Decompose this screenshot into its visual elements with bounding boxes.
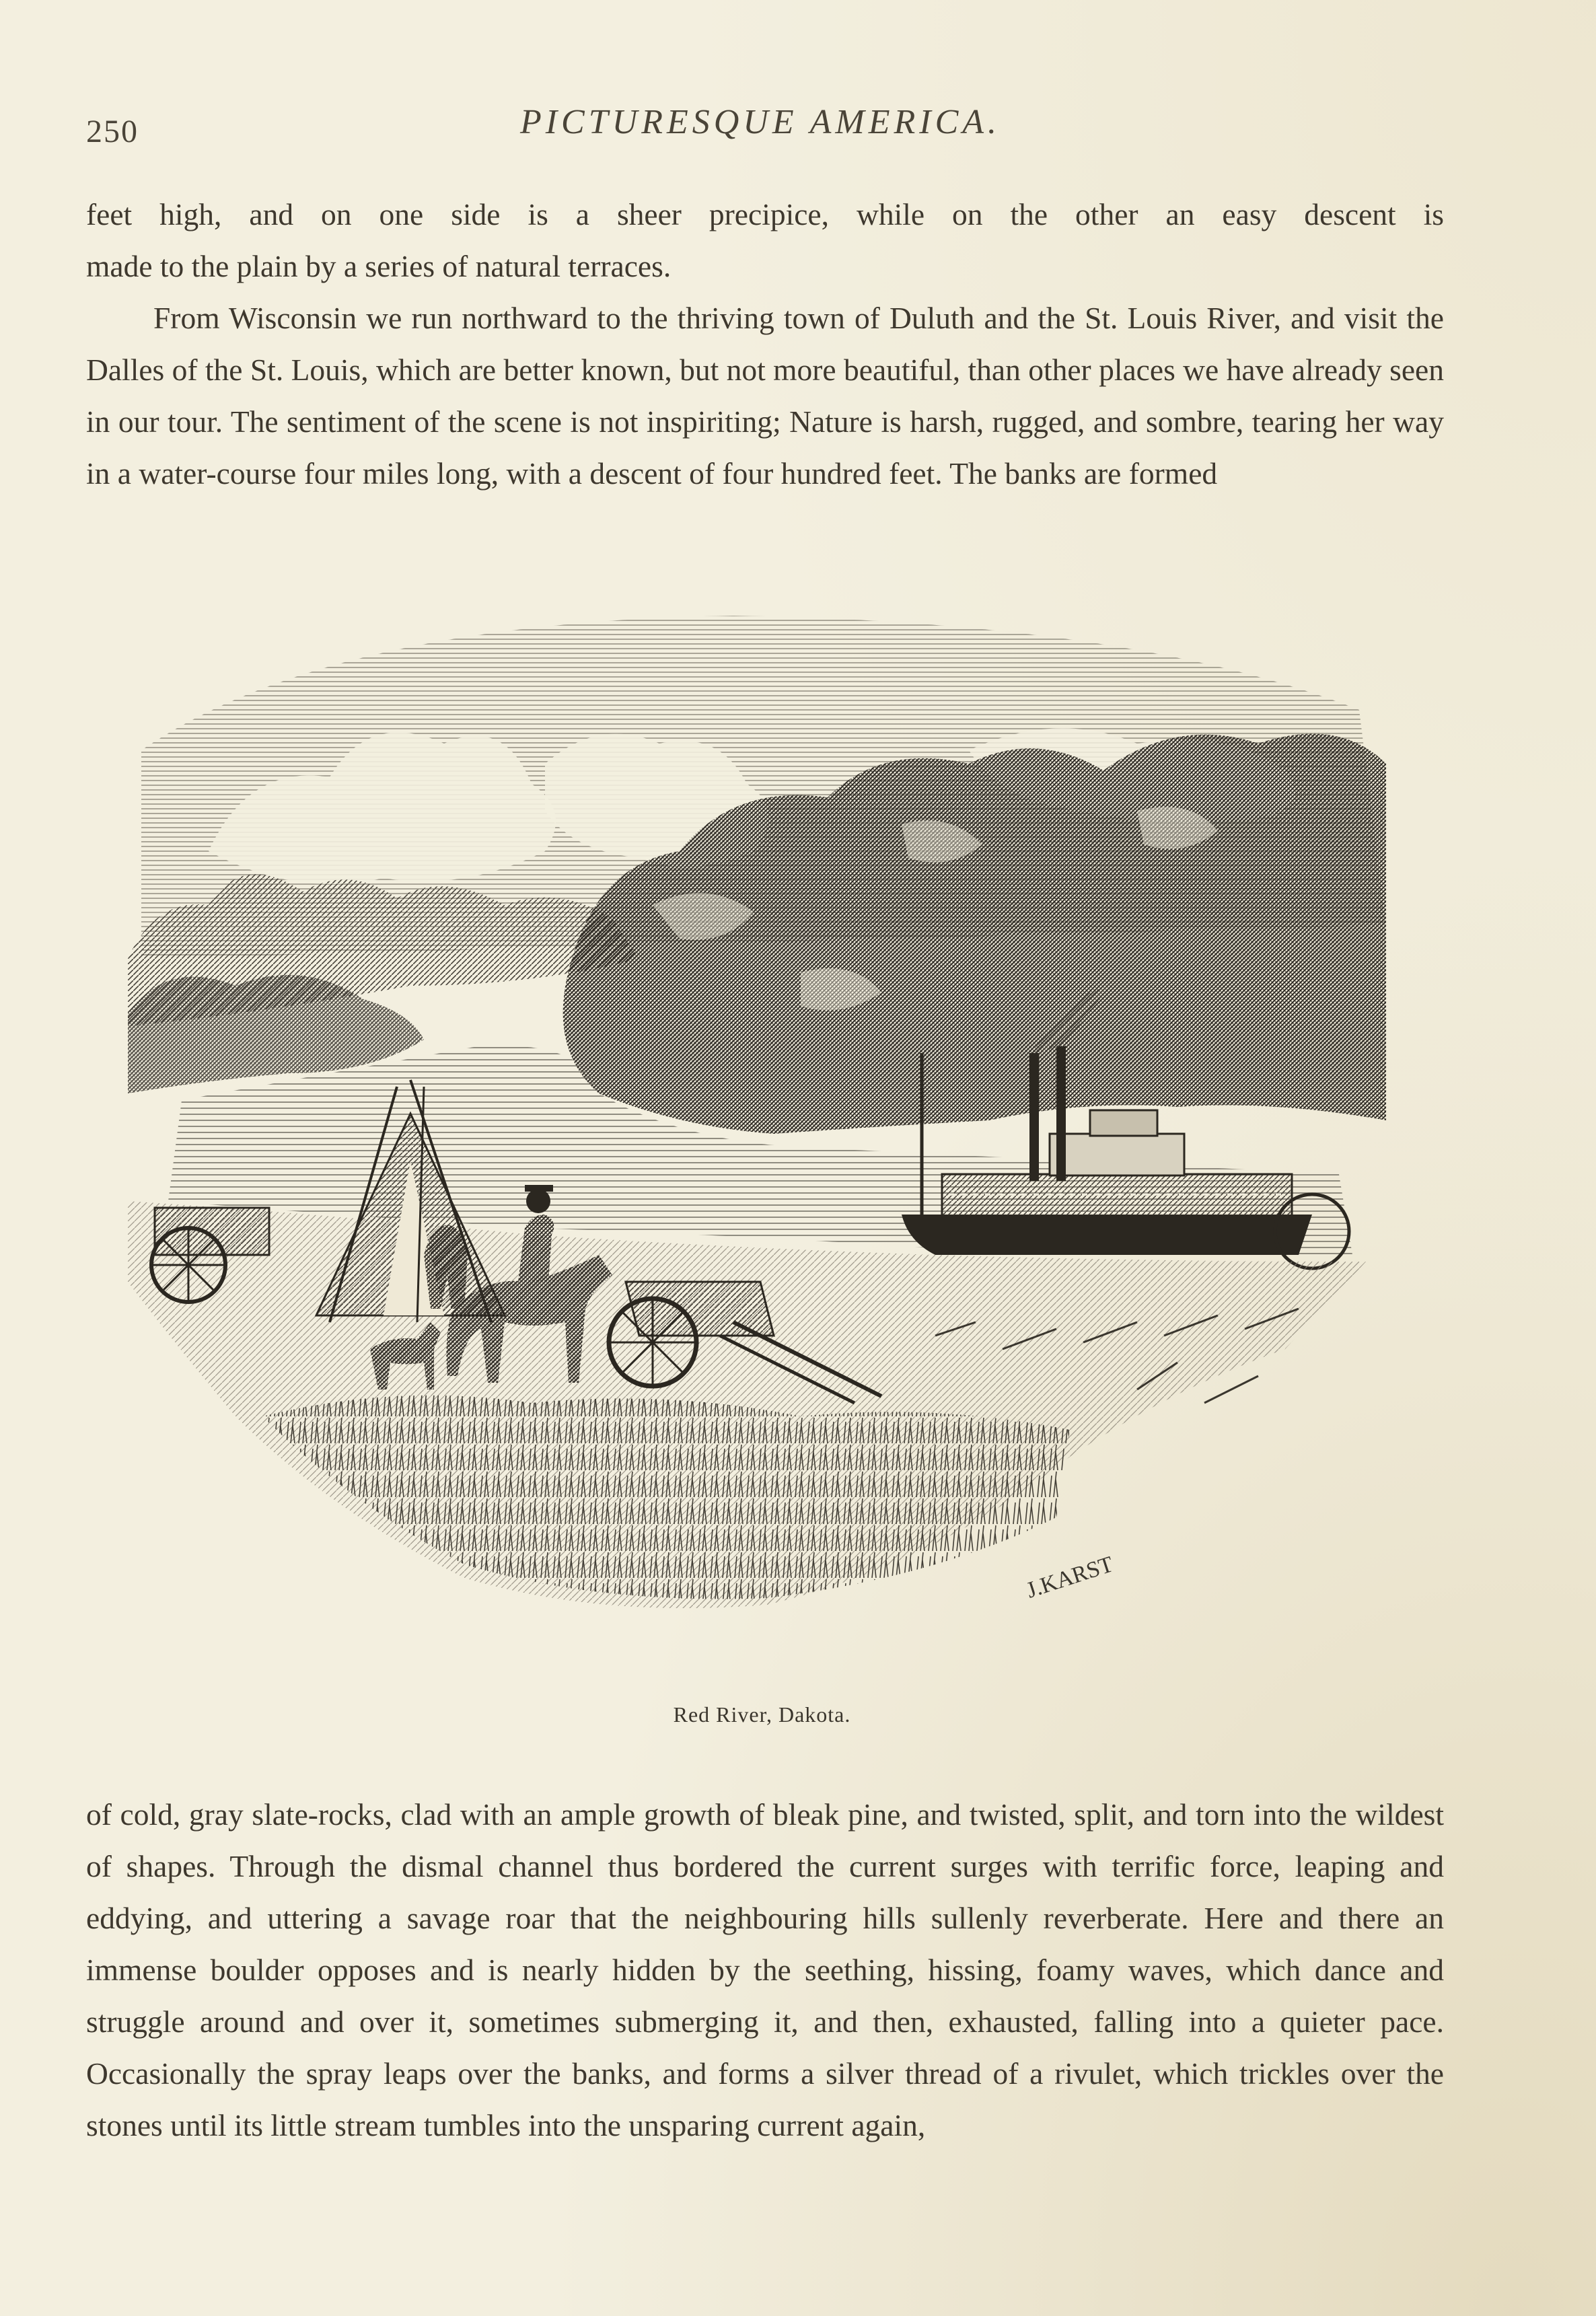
paragraph-continuation-end: made to the plain by a series of natural terraces. <box>86 249 672 283</box>
engraving-illustration <box>128 609 1400 1686</box>
top-text-block <box>86 188 1444 499</box>
engraver-signature: J.KARST <box>1023 1552 1117 1603</box>
paragraph-wisconsin: From Wisconsin we run northward to the thriving town of Duluth and the St. Louis River, and visit the Dalles of the St. Louis, which are better known, but not more beautiful, than other places we have already seen in our tour. The sentiment of the scene is not inspiriting; Nature is harsh, rugged, and sombre, tearing her way in a water-course four miles long, with a descent of four hundred feet. The banks are formed <box>86 301 1444 491</box>
bottom-text-block <box>86 1788 1444 2151</box>
paragraph-continuation-line: feet high, and on one side is a sheer precipice, while on the other an easy descent is <box>86 197 1444 231</box>
running-head: PICTURESQUE AMERICA. <box>519 103 1001 141</box>
paragraph-slate-rocks: of cold, gray slate-rocks, clad with an ample growth of bleak pine, and twisted, split, and torn into the wildest of shapes. Through the dismal channel thus bordered the current surges with terrific force, leaping and eddying, and uttering a savage roar that the neighbouring hills sullenly reverberate. Here and there an immense boulder opposes and is nearly hidden by the seething, hissing, foamy waves, which dance and struggle around and over it, sometimes submerging it, and then, exhausted, falling into a quieter pace. Occasionally the spray leaps over the banks, and forms a silver thread of a rivulet, which trickles over the stones until its little stream tumbles into the unsparing current again, <box>86 1797 1444 2142</box>
page-number: 250 <box>86 114 139 149</box>
engraving-red-river <box>128 609 1400 1686</box>
foreground-reeds <box>262 1396 1070 1599</box>
figure-caption: Red River, Dakota. <box>673 1702 851 1727</box>
